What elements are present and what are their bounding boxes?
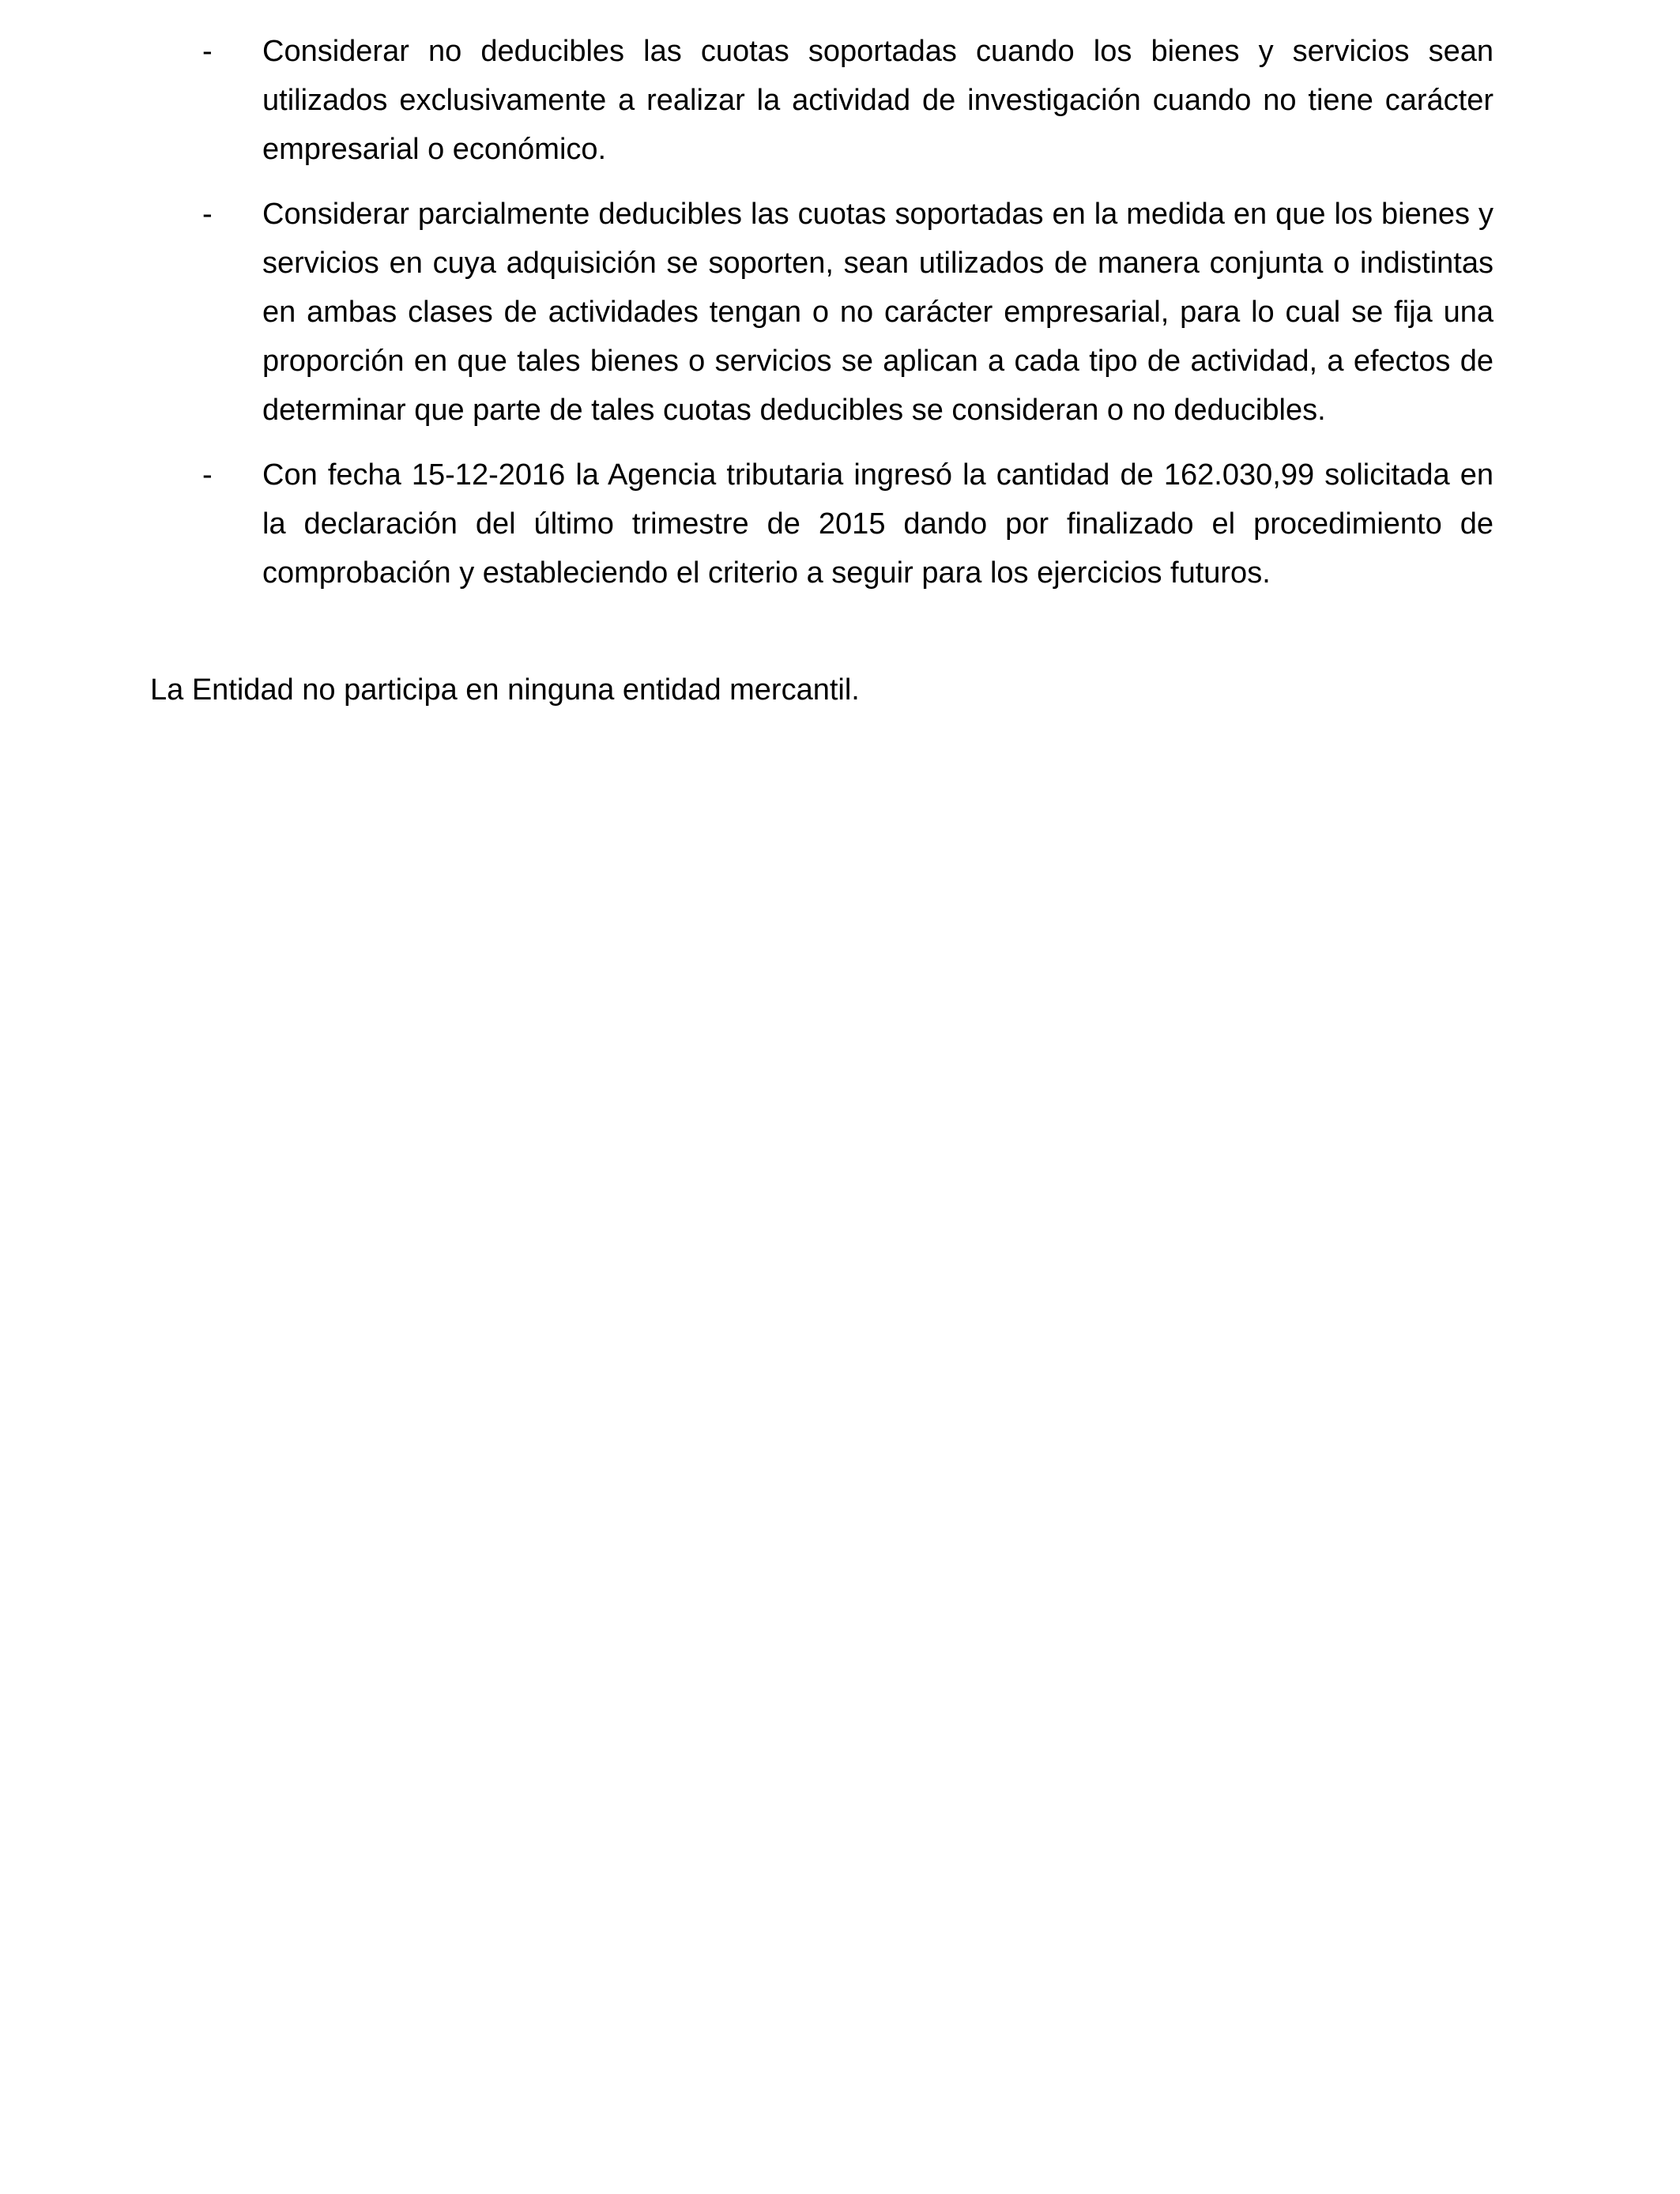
list-item (150, 190, 1494, 435)
closing-paragraph: La Entidad no participa en ninguna entidad mercantil. (150, 673, 860, 707)
bullet-text: Considerar parcialmente deducibles las cuotas soportadas en la medida en que los bienes y servicios en cuya adquisición se soporten, sean utilizados de manera conjunta o indistintas en ambas clases de actividades tengan o no carácter empresarial, para lo cual se fija una proporción en que tales bienes o servicios se aplican a cada tipo de actividad, a efectos de determinar que parte de tales cuotas deducibles se consideran o no deducibles. (262, 198, 1494, 427)
bullet-dash: - (202, 198, 213, 231)
bullet-list (150, 27, 1494, 598)
bullet-dash: - (202, 458, 213, 492)
bullet-text: Considerar no deducibles las cuotas soportadas cuando los bienes y servicios sean utilizados exclusivamente a realizar la actividad de investigación cuando no tiene carácter empresarial o económico. (262, 35, 1494, 166)
bullet-text: Con fecha 15-12-2016 la Agencia tributaria ingresó la cantidad de 162.030,99 solicitada en la declaración del último trimestre de 2015 dando por finalizado el procedimiento de comprobación y estableciendo el criterio a seguir para los ejercicios futuros. (262, 458, 1494, 590)
list-item (150, 27, 1494, 174)
bullet-dash: - (202, 35, 213, 68)
list-item (150, 450, 1494, 598)
